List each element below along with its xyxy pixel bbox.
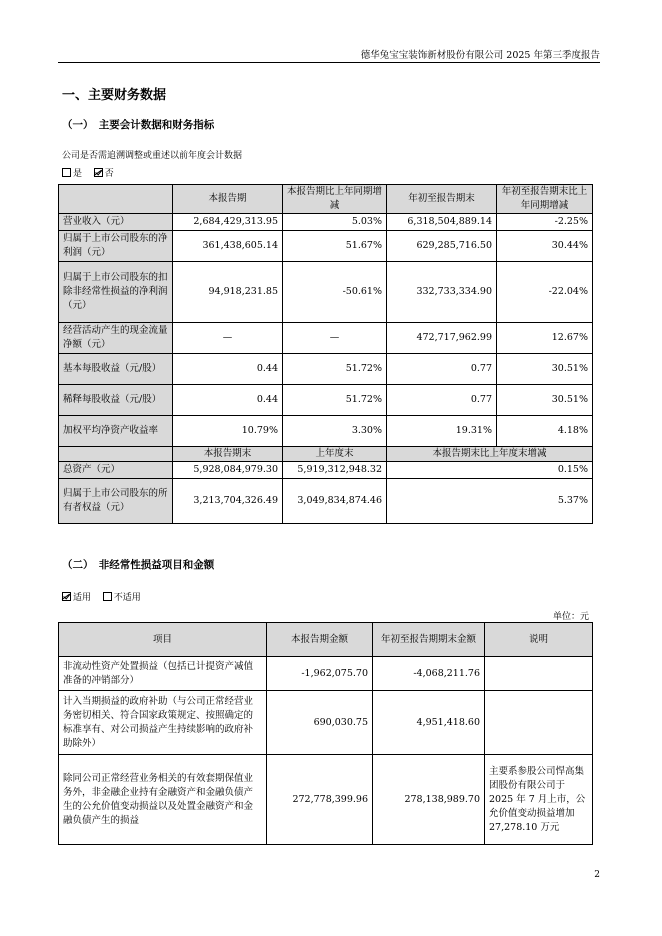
header-cell: 本报告期 (173, 185, 283, 214)
value-cell: 10.79% (173, 416, 283, 447)
item-cell: 除同公司正常经营业务相关的有效套期保值业务外，非金融企业持有金融资产和金融负债产生的公允价值变动损益以及处置金融资产和金融负债产生的损益 (59, 755, 267, 845)
table-row (59, 479, 593, 524)
non-recurring-items-table (58, 622, 593, 845)
header-cell: 年初至报告期期末金额 (373, 623, 485, 657)
header-empty-cell (59, 185, 173, 214)
table-row (59, 657, 593, 691)
value-cell: 361,438,605.14 (173, 231, 283, 262)
option-not-applicable-label: 不适用 (113, 593, 141, 603)
value-cell: 690,030.75 (267, 691, 373, 755)
value-cell: 3,213,704,326.49 (173, 479, 283, 524)
header-cell: 项目 (59, 623, 267, 657)
value-cell: 19.31% (387, 416, 497, 447)
header-cell: 本报告期末 (173, 447, 283, 462)
value-cell: 2,684,429,313.95 (173, 214, 283, 231)
table-row (59, 262, 593, 323)
value-cell: 0.44 (173, 354, 283, 385)
checkbox-applicable[interactable] (62, 592, 71, 601)
note-cell (485, 657, 593, 691)
checkbox-not-applicable[interactable] (103, 592, 112, 601)
table-row (59, 354, 593, 385)
header-cell: 本报告期比上年同期增减 (283, 185, 387, 214)
row-label: 归属于上市公司股东的净利润（元） (59, 231, 173, 262)
table-row (59, 323, 593, 354)
value-cell: 278,138,989.70 (373, 755, 485, 845)
header-cell: 本报告期末比上年度末增减 (387, 447, 593, 462)
table-subheader-row (59, 447, 593, 462)
value-cell: -1,962,075.70 (267, 657, 373, 691)
header-cell: 年初至报告期末比上年同期增减 (497, 185, 593, 214)
row-label: 归属于上市公司股东的所有者权益（元） (59, 479, 173, 524)
value-cell: 51.72% (283, 385, 387, 416)
value-cell: — (173, 323, 283, 354)
value-cell: 51.67% (283, 231, 387, 262)
row-label: 稀释每股收益（元/股） (59, 385, 173, 416)
table-row (59, 755, 593, 845)
value-cell: 629,285,716.50 (387, 231, 497, 262)
subsection-2-title: （二） 非经常性损益项目和金额 (62, 559, 215, 571)
value-cell: 6,318,504,889.14 (387, 214, 497, 231)
row-label: 营业收入（元） (59, 214, 173, 231)
value-cell: 5,928,084,979.30 (173, 462, 283, 479)
value-cell: 272,778,399.96 (267, 755, 373, 845)
financial-data-table (58, 184, 593, 524)
table-row (59, 462, 593, 479)
row-label: 归属于上市公司股东的扣除非经常性损益的净利润（元） (59, 262, 173, 323)
table-header-row (59, 623, 593, 657)
value-cell: -22.04% (497, 262, 593, 323)
option-applicable-label: 适用 (73, 593, 92, 603)
table-row (59, 231, 593, 262)
header-cell: 年初至报告期末 (387, 185, 497, 214)
value-cell: 0.15% (387, 462, 593, 479)
value-cell: 4,951,418.60 (373, 691, 485, 755)
row-label: 总资产（元） (59, 462, 173, 479)
table-row (59, 691, 593, 755)
header-cell: 上年度末 (283, 447, 387, 462)
value-cell: -50.61% (283, 262, 387, 323)
row-label: 基本每股收益（元/股） (59, 354, 173, 385)
document-header-title: 德华兔宝宝装饰新材股份有限公司 2025 年第三季度报告 (360, 50, 600, 61)
value-cell: -2.25% (497, 214, 593, 231)
value-cell: 12.67% (497, 323, 593, 354)
row-label: 经营活动产生的现金流量净额（元） (59, 323, 173, 354)
section-title: 一、主要财务数据 (62, 88, 167, 103)
value-cell: 5.37% (387, 479, 593, 524)
header-cell: 说明 (485, 623, 593, 657)
note-cell: 主要系参股公司悍高集团股份有限公司于 2025 年 7 月上市，公允价值变动损益增加 27,278.10 万元 (485, 755, 593, 845)
restatement-question: 公司是否需追溯调整或重述以前年度会计数据 (62, 151, 243, 161)
value-cell: 30.44% (497, 231, 593, 262)
item-cell: 计入当期损益的政府补助（与公司正常经营业务密切相关、符合国家政策规定、按照确定的标准享有、对公司损益产生持续影响的政府补助除外） (59, 691, 267, 755)
note-cell (485, 691, 593, 755)
table-header-row (59, 185, 593, 214)
header-cell: 本报告期金额 (267, 623, 373, 657)
value-cell: 4.18% (497, 416, 593, 447)
header-divider (58, 62, 600, 63)
value-cell: 5.03% (283, 214, 387, 231)
page-number: 2 (594, 870, 600, 880)
checkbox-yes[interactable] (62, 168, 71, 177)
applicability-options (62, 590, 141, 603)
option-no-label: 否 (104, 169, 114, 179)
value-cell: — (283, 323, 387, 354)
row-label: 加权平均净资产收益率 (59, 416, 173, 447)
value-cell: 51.72% (283, 354, 387, 385)
value-cell: 332,733,334.90 (387, 262, 497, 323)
value-cell: 30.51% (497, 385, 593, 416)
unit-label: 单位：元 (552, 612, 589, 622)
value-cell: 0.44 (173, 385, 283, 416)
value-cell: 3,049,834,874.46 (283, 479, 387, 524)
value-cell: 0.77 (387, 385, 497, 416)
table-row (59, 385, 593, 416)
option-yes-label: 是 (73, 169, 83, 179)
checkbox-no[interactable] (94, 168, 103, 177)
item-cell: 非流动性资产处置损益（包括已计提资产减值准备的冲销部分） (59, 657, 267, 691)
table-row (59, 214, 593, 231)
header-empty-cell (59, 447, 173, 462)
value-cell: 94,918,231.85 (173, 262, 283, 323)
value-cell: 30.51% (497, 354, 593, 385)
value-cell: 5,919,312,948.32 (283, 462, 387, 479)
restatement-options (62, 166, 114, 179)
table-row (59, 416, 593, 447)
value-cell: 472,717,962.99 (387, 323, 497, 354)
subsection-1-title: （一） 主要会计数据和财务指标 (62, 119, 215, 131)
value-cell: -4,068,211.76 (373, 657, 485, 691)
value-cell: 3.30% (283, 416, 387, 447)
value-cell: 0.77 (387, 354, 497, 385)
